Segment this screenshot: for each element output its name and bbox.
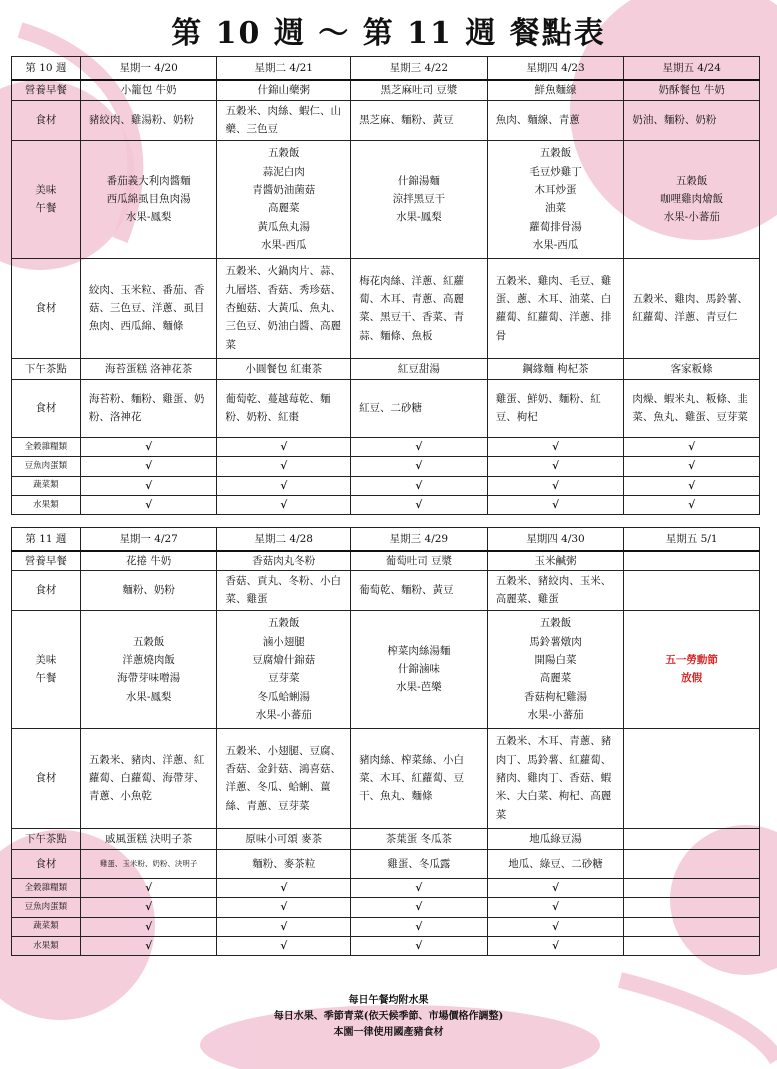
check-mark: √: [351, 457, 488, 476]
ingredients-cell: 五穀米、豬肉、洋蔥、紅蘿蔔、白蘿蔔、海帶芽、青蔥、小魚乾: [80, 728, 217, 828]
ingredients-cell: 葡萄乾、麵粉、黃豆: [351, 571, 488, 611]
note-line: 本園一律使用國產豬食材: [333, 1027, 444, 1038]
check-mark: √: [351, 917, 488, 936]
breakfast-cell: 葡萄吐司 豆漿: [351, 551, 488, 571]
lunch-row: [12, 140, 760, 258]
check-mark: √: [487, 476, 624, 495]
holiday-notice: 五一勞動節 放假: [624, 610, 760, 728]
breakfast-cell: 鮮魚麵線: [487, 80, 624, 101]
snack-cell: 海苔蛋糕 洛神花茶: [80, 358, 217, 379]
ingredients-cell: 海苔粉、麵粉、雞蛋、奶粉、洛神花: [80, 379, 217, 437]
check-mark: √: [217, 898, 351, 917]
snack-cell: 戚風蛋糕 決明子茶: [80, 828, 217, 849]
lunch-ingredients-row: [12, 258, 760, 358]
row-label: 美味 午餐: [12, 140, 81, 258]
check-mark: √: [351, 878, 488, 897]
day-header-row: [12, 57, 760, 80]
ingredients-cell: 雞蛋、鮮奶、麵粉、紅豆、枸杞: [487, 379, 624, 437]
check-mark: √: [217, 457, 351, 476]
lunch-cell: 五穀飯 馬鈴薯燉肉 開陽白菜 高麗菜 香菇枸杞雞湯 水果-小蕃茄: [487, 610, 624, 728]
lunch-ingredients-row: [12, 728, 760, 828]
food-group-row: [12, 476, 760, 495]
ingredients-cell: 五穀米、豬絞肉、玉米、高麗菜、雞蛋: [487, 571, 624, 611]
ingredients-cell: 魚肉、麵線、青蔥: [487, 101, 624, 141]
day-header: 星期五 5/1: [624, 528, 760, 551]
check-mark: √: [217, 878, 351, 897]
ingredients-cell: 雞蛋、玉米粉、奶粉、決明子: [80, 849, 217, 878]
lunch-cell: 番茄義大利肉醬麵 西瓜綿虱目魚肉湯 水果-鳳梨: [80, 140, 217, 258]
row-label: 食材: [12, 258, 81, 358]
ingredients-cell: 五穀米、雞肉、毛豆、雞蛋、蔥、木耳、油菜、白蘿蔔、紅蘿蔔、洋蔥、排骨: [487, 258, 624, 358]
footer-notes: [0, 993, 777, 1041]
row-label: 食材: [12, 728, 81, 828]
check-mark: √: [217, 936, 351, 955]
check-mark: √: [80, 437, 217, 456]
check-mark: [624, 898, 760, 917]
day-header: 星期四 4/30: [487, 528, 624, 551]
breakfast-cell: 香菇肉丸冬粉: [217, 551, 351, 571]
breakfast-cell: 奶酥餐包 牛奶: [624, 80, 760, 101]
day-header: 星期二 4/21: [217, 57, 351, 80]
check-mark: √: [217, 437, 351, 456]
check-mark: √: [217, 476, 351, 495]
check-mark: √: [624, 457, 760, 476]
food-group-row: [12, 917, 760, 936]
check-mark: √: [487, 917, 624, 936]
check-mark: √: [487, 437, 624, 456]
snack-ingredients-row: [12, 379, 760, 437]
breakfast-cell: 黑芝麻吐司 豆漿: [351, 80, 488, 101]
ingredients-cell: [624, 849, 760, 878]
check-mark: √: [351, 476, 488, 495]
week-11-menu-table: [11, 527, 760, 956]
lunch-cell: 五穀飯 洋蔥燒肉飯 海帶芽味噌湯 水果-鳳梨: [80, 610, 217, 728]
check-mark: [624, 936, 760, 955]
lunch-cell: 五穀飯 滷小翅腿 豆腐燴什錦菇 豆芽菜 冬瓜蛤蜊湯 水果-小蕃茄: [217, 610, 351, 728]
snack-cell: 地瓜綠豆湯: [487, 828, 624, 849]
ingredients-cell: 地瓜、綠豆、二砂糖: [487, 849, 624, 878]
day-header: 星期二 4/28: [217, 528, 351, 551]
day-header-row: [12, 528, 760, 551]
ingredients-cell: 肉燥、蝦米丸、粄條、韭菜、魚丸、雞蛋、豆芽菜: [624, 379, 760, 437]
check-mark: √: [351, 437, 488, 456]
lunch-cell: 榨菜肉絲湯麵 什錦滷味 水果-芭樂: [351, 610, 488, 728]
page-title: 第 10 週 ～ 第 11 週 餐點表: [171, 16, 606, 51]
lunch-cell: 五穀飯 毛豆炒雞丁 木耳炒蛋 油菜 蘿蔔排骨湯 水果-西瓜: [487, 140, 624, 258]
snack-cell: 紅豆甜湯: [351, 358, 488, 379]
snack-cell: 茶葉蛋 冬瓜茶: [351, 828, 488, 849]
row-label: 食材: [12, 571, 81, 611]
snack-row: [12, 828, 760, 849]
ingredients-cell: 豬肉絲、榨菜絲、小白菜、木耳、紅蘿蔔、豆干、魚丸、麵條: [351, 728, 488, 828]
food-group-row: [12, 936, 760, 955]
ingredients-cell: 雞蛋、冬瓜露: [351, 849, 488, 878]
lunch-cell: 五穀飯 蒜泥白肉 青醬奶油菌菇 高麗菜 黃瓜魚丸湯 水果-西瓜: [217, 140, 351, 258]
food-group-label: 豆魚肉蛋類: [12, 898, 81, 917]
check-mark: √: [351, 495, 488, 514]
food-group-label: 全穀雜糧類: [12, 437, 81, 456]
snack-ingredients-row: [12, 849, 760, 878]
snack-cell: 原味小可頌 麥茶: [217, 828, 351, 849]
check-mark: √: [624, 476, 760, 495]
food-group-row: [12, 457, 760, 476]
row-label: 下午茶點: [12, 358, 81, 379]
ingredients-cell: 葡萄乾、蔓越莓乾、麵粉、奶粉、紅棗: [217, 379, 351, 437]
food-group-label: 水果類: [12, 936, 81, 955]
ingredients-cell: 五穀米、火鍋肉片、蒜、九層塔、香菇、秀珍菇、杏鮑菇、大黃瓜、魚丸、三色豆、奶油白醬、高麗菜: [217, 258, 351, 358]
check-mark: √: [624, 495, 760, 514]
food-group-label: 蔬菜類: [12, 917, 81, 936]
row-label: 營養早餐: [12, 80, 81, 101]
lunch-row: [12, 610, 760, 728]
day-header: 星期一 4/20: [80, 57, 217, 80]
lunch-cell: 什錦湯麵 涼拌黑豆干 水果-鳳梨: [351, 140, 488, 258]
day-header: 星期五 4/24: [624, 57, 760, 80]
check-mark: √: [80, 878, 217, 897]
ingredients-cell: 奶油、麵粉、奶粉: [624, 101, 760, 141]
check-mark: √: [217, 495, 351, 514]
snack-cell: 客家粄條: [624, 358, 760, 379]
food-group-label: 豆魚肉蛋類: [12, 457, 81, 476]
week-10-menu-table: [11, 56, 760, 515]
breakfast-cell: 小籠包 牛奶: [80, 80, 217, 101]
check-mark: √: [80, 495, 217, 514]
breakfast-cell: 花捲 牛奶: [80, 551, 217, 571]
breakfast-cell: 玉米鹹粥: [487, 551, 624, 571]
snack-row: [12, 358, 760, 379]
ingredients-cell: 五穀米、小翅腿、豆腐、香菇、金針菇、鴻喜菇、洋蔥、冬瓜、蛤蜊、薑絲、青蔥、豆芽菜: [217, 728, 351, 828]
row-label: 美味 午餐: [12, 610, 81, 728]
ingredients-cell: [624, 728, 760, 828]
row-label: 食材: [12, 101, 81, 141]
food-group-row: [12, 495, 760, 514]
ingredients-cell: [624, 571, 760, 611]
check-mark: √: [487, 457, 624, 476]
check-mark: √: [80, 898, 217, 917]
ingredients-cell: 絞肉、玉米粒、番茄、香菇、三色豆、洋蔥、虱目魚肉、西瓜綿、麵條: [80, 258, 217, 358]
note-line: 每日水果、季節青菜(依天候季節、市場價格作調整): [273, 1011, 504, 1022]
check-mark: √: [487, 898, 624, 917]
check-mark: √: [351, 936, 488, 955]
day-header: 星期四 4/23: [487, 57, 624, 80]
ingredients-cell: 麵粉、麥茶粒: [217, 849, 351, 878]
check-mark: √: [487, 495, 624, 514]
breakfast-cell: 什錦山藥粥: [217, 80, 351, 101]
check-mark: √: [487, 936, 624, 955]
breakfast-row: [12, 551, 760, 571]
check-mark: √: [80, 457, 217, 476]
breakfast-cell: [624, 551, 760, 571]
ingredients-cell: 黑芝麻、麵粉、黃豆: [351, 101, 488, 141]
check-mark: √: [217, 917, 351, 936]
day-header: 星期三 4/29: [351, 528, 488, 551]
check-mark: √: [487, 878, 624, 897]
row-label: 下午茶點: [12, 828, 81, 849]
ingredients-cell: 麵粉、奶粉: [80, 571, 217, 611]
snack-cell: 小圓餐包 紅棗茶: [217, 358, 351, 379]
ingredients-cell: 五穀米、雞肉、馬鈴薯、紅蘿蔔、洋蔥、青豆仁: [624, 258, 760, 358]
check-mark: √: [80, 476, 217, 495]
check-mark: [624, 917, 760, 936]
food-group-label: 水果類: [12, 495, 81, 514]
food-group-row: [12, 878, 760, 897]
check-mark: [624, 878, 760, 897]
snack-cell: [624, 828, 760, 849]
check-mark: √: [351, 898, 488, 917]
row-label: 食材: [12, 849, 81, 878]
snack-cell: 鋼緣麵 枸杞茶: [487, 358, 624, 379]
breakfast-ingredients-row: [12, 571, 760, 611]
ingredients-cell: 香菇、貢丸、冬粉、小白菜、雞蛋: [217, 571, 351, 611]
day-header: 星期三 4/22: [351, 57, 488, 80]
check-mark: √: [80, 917, 217, 936]
day-header: 星期一 4/27: [80, 528, 217, 551]
breakfast-ingredients-row: [12, 101, 760, 141]
note-line: 每日午餐均附水果: [348, 995, 429, 1006]
ingredients-cell: 梅花肉絲、洋蔥、紅蘿蔔、木耳、青蔥、高麗菜、黑豆干、香菜、青蒜、麵條、魚板: [351, 258, 488, 358]
food-group-row: [12, 898, 760, 917]
check-mark: √: [624, 437, 760, 456]
lunch-cell: 五穀飯 咖哩雞肉燴飯 水果-小蕃茄: [624, 140, 760, 258]
ingredients-cell: 豬絞肉、雞湯粉、奶粉: [80, 101, 217, 141]
check-mark: √: [80, 936, 217, 955]
ingredients-cell: 五穀米、木耳、青蔥、豬肉丁、馬鈴薯、紅蘿蔔、豬肉、雞肉丁、香菇、蝦米、大白菜、枸杞、高麗菜: [487, 728, 624, 828]
food-group-label: 全穀雜糧類: [12, 878, 81, 897]
breakfast-row: [12, 80, 760, 101]
week-label: 第 11 週: [12, 528, 81, 551]
ingredients-cell: 紅豆、二砂糖: [351, 379, 488, 437]
row-label: 食材: [12, 379, 81, 437]
row-label: 營養早餐: [12, 551, 81, 571]
week-label: 第 10 週: [12, 57, 81, 80]
ingredients-cell: 五穀米、肉絲、蝦仁、山藥、三色豆: [217, 101, 351, 141]
food-group-label: 蔬菜類: [12, 476, 81, 495]
food-group-row: [12, 437, 760, 456]
